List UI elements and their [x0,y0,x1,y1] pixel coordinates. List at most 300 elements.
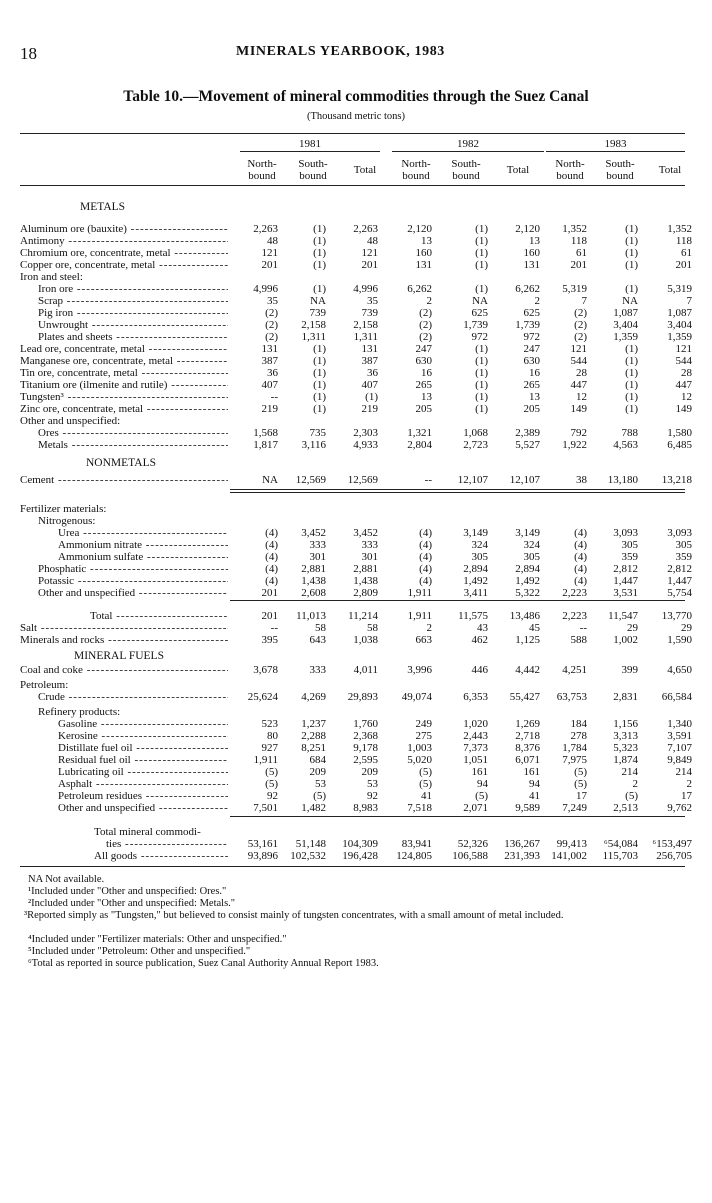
row-label: Iron ore ----- [38,283,228,295]
table-cell: (1) [313,259,326,271]
table-cell: 131 [415,259,432,271]
table-cell: 1,125 [515,634,540,646]
table-cell: 792 [570,427,587,439]
table-cell: 219 [361,403,378,415]
table-cell: NA [310,295,326,307]
table-cell: 305 [471,551,488,563]
table-cell: (2) [265,319,278,331]
row-label: Petroleum residues ----- [58,790,228,802]
table-cell: 2,608 [301,587,326,599]
table-cell: (1) [625,379,638,391]
table-cell: (5) [419,778,432,790]
table-cell: 247 [415,343,432,355]
table-cell: 6,262 [407,283,432,295]
table-cell: 38 [576,474,587,486]
table-cell: 80 [267,730,278,742]
table-cell: 2,831 [613,691,638,703]
year-1983: 1983 [604,138,627,150]
row-label: Antimony ----- [20,235,228,247]
table-cell: 2,894 [463,563,488,575]
table-cell: 1,447 [613,575,638,587]
table-cell: 184 [570,718,587,730]
table-cell: 99,413 [556,838,587,850]
table-cell: (4) [265,551,278,563]
table-cell: 3,452 [353,527,378,539]
table-cell: 231,393 [504,850,540,862]
row-label: Other and unspecified ----- [58,802,228,814]
table-cell: 94 [529,778,540,790]
row-label: Unwrought ----- [38,319,228,331]
table-cell: 625 [523,307,540,319]
table-cell: 625 [471,307,488,319]
row-label: Ammonium sulfate ----- [58,551,228,563]
table-cell: 3,149 [515,527,540,539]
row-label: All goods ----- [94,850,228,862]
row-label: Asphalt ----- [58,778,228,790]
table-cell: 36 [267,367,278,379]
table-cell: 249 [415,718,432,730]
table-cell: (1) [475,403,488,415]
table-cell: 1,020 [463,718,488,730]
table-cell: 93,896 [247,850,278,862]
cement-rule [230,489,685,490]
table-cell: 1,352 [667,223,692,235]
table-cell: 131 [523,259,540,271]
table-cell: 9,849 [667,754,692,766]
table-cell: 7,975 [562,754,587,766]
row-label: Coal and coke ----- [20,664,228,676]
table-cell: 588 [570,634,587,646]
table-cell: 1,760 [353,718,378,730]
table-cell: 2 [686,778,692,790]
table-cell: (2) [419,307,432,319]
table-cell: 1,590 [667,634,692,646]
table-cell: 1,817 [253,439,278,451]
table-cell: 61 [681,247,692,259]
table-cell: 6,071 [515,754,540,766]
table-cell: 5,319 [667,283,692,295]
table-cell: 124,805 [396,850,432,862]
table-cell: 3,996 [407,664,432,676]
table-cell: 3,404 [613,319,638,331]
table-cell: 13 [529,391,540,403]
table-cell: 2,894 [515,563,540,575]
year-underline [240,151,380,152]
table-cell: 29 [627,622,638,634]
table-cell: 4,269 [301,691,326,703]
table-cell: 12 [576,391,587,403]
fertilizer-total-rule [230,600,685,601]
table-cell: 333 [361,539,378,551]
table-cell: 136,267 [504,838,540,850]
table-cell: 399 [621,664,638,676]
table-cell: NA [472,295,488,307]
table-cell: 447 [675,379,692,391]
table-cell: 2,881 [353,563,378,575]
table-cell: 7,518 [407,802,432,814]
row-label: Titanium ore (ilmenite and rutile) ----- [20,379,228,391]
row-label: Lead ore, concentrate, metal ----- [20,343,228,355]
table-cell: 5,020 [407,754,432,766]
table-cell: 387 [361,355,378,367]
table-cell: 324 [523,539,540,551]
table-cell: -- [270,622,278,634]
table-cell: (5) [313,790,326,802]
table-cell: 1,352 [562,223,587,235]
table-cell: 3,093 [667,527,692,539]
table-cell: 3,313 [613,730,638,742]
table-cell: (1) [625,391,638,403]
row-label: Lubricating oil ----- [58,766,228,778]
table-cell: 4,251 [562,664,587,676]
table-cell: 121 [570,343,587,355]
column-header: North- bound [555,158,585,182]
table-cell: 3,093 [613,527,638,539]
table-cell: 9,589 [515,802,540,814]
table-cell: 1,739 [463,319,488,331]
table-cell: 927 [261,742,278,754]
table-cell: 131 [361,343,378,355]
row-label: Refinery products: [38,706,121,718]
column-header: Total [658,164,682,176]
table-cell: 2 [426,622,432,634]
table-cell: 5,527 [515,439,540,451]
table-cell: 3,149 [463,527,488,539]
row-label: Other and unspecified ----- [38,587,228,599]
table-cell: 2,303 [353,427,378,439]
table-cell: 972 [471,331,488,343]
table-cell: 53 [367,778,378,790]
column-header: South- bound [451,158,481,182]
row-label: Copper ore, concentrate, metal ----- [20,259,228,271]
table-cell: 1,087 [613,307,638,319]
table-cell: 196,428 [342,850,378,862]
row-label: Gasoline ----- [58,718,228,730]
table-cell: 1,911 [407,610,432,622]
table-cell: 121 [675,343,692,355]
section-heading: METALS [80,201,126,213]
table-cell: 201 [361,259,378,271]
table-cell: 4,563 [613,439,638,451]
table-cell: 1,482 [301,802,326,814]
table-cell: (1) [625,367,638,379]
table-cell: (4) [574,563,587,575]
row-label: Tungsten³ ----- [20,391,228,403]
table-cell: 49,074 [401,691,432,703]
table-cell: (2) [419,319,432,331]
table-cell: 265 [415,379,432,391]
table-cell: 118 [675,235,692,247]
table-cell: (1) [475,283,488,295]
table-cell: 12,569 [295,474,326,486]
table-cell: 523 [261,718,278,730]
table-cell: (4) [574,527,587,539]
column-header: North- bound [401,158,431,182]
table-cell: 1,321 [407,427,432,439]
year-1981: 1981 [299,138,321,150]
table-cell: ⁶54,084 [603,838,638,850]
table-cell: 7,373 [463,742,488,754]
table-cell: (5) [574,766,587,778]
row-label: Ammonium nitrate ----- [58,539,228,551]
row-label: Residual fuel oil ----- [58,754,228,766]
table-cell: 5,323 [613,742,638,754]
table-cell: 1,269 [515,718,540,730]
table-cell: 462 [471,634,488,646]
table-cell: 333 [309,539,326,551]
table-cell: 1,739 [515,319,540,331]
table-cell: (4) [419,527,432,539]
table-cell: (2) [574,307,587,319]
table-cell: 118 [570,235,587,247]
table-cell: 48 [267,235,278,247]
table-cell: 1,359 [667,331,692,343]
year-1982: 1982 [457,138,479,150]
table-cell: 1,051 [463,754,488,766]
row-label: Distillate fuel oil ----- [58,742,228,754]
table-cell: 2,513 [613,802,638,814]
row-label: Total mineral commodi- [94,826,201,838]
table-cell: 1,359 [613,331,638,343]
table-cell: 630 [523,355,540,367]
table-cell: 739 [361,307,378,319]
table-cell: (1) [475,343,488,355]
table-cell: 6,485 [667,439,692,451]
table-cell: 684 [309,754,326,766]
row-label: Plates and sheets ----- [38,331,228,343]
table-cell: 2,158 [301,319,326,331]
table-cell: 359 [621,551,638,563]
table-cell: 35 [367,295,378,307]
table-cell: 301 [309,551,326,563]
row-label: Salt ----- [20,622,228,634]
table-cell: 3,411 [463,587,488,599]
table-cell: 106,588 [452,850,488,862]
table-cell: 1,311 [301,331,326,343]
table-cell: 61 [576,247,587,259]
table-cell: 2,288 [301,730,326,742]
table-cell: 115,703 [602,850,638,862]
table-cell: 4,996 [253,283,278,295]
table-cell: 28 [576,367,587,379]
column-header: Total [353,164,377,176]
table-cell: 160 [415,247,432,259]
table-cell: -- [579,622,587,634]
table-cell: 6,353 [463,691,488,703]
table-cell: 788 [621,427,638,439]
table-cell: 5,754 [667,587,692,599]
table-cell: NA [622,295,638,307]
table-cell: 58 [367,622,378,634]
table-cell: 121 [261,247,278,259]
header-bottom-rule [20,185,685,186]
table-cell: (1) [313,355,326,367]
table-cell: 333 [309,664,326,676]
table-cell: 7,107 [667,742,692,754]
row-label: Metals ----- [38,439,228,451]
table-cell: 58 [315,622,326,634]
table-cell: (1) [313,403,326,415]
table-cell: (1) [313,235,326,247]
table-cell: 13,770 [661,610,692,622]
table-cell: (5) [265,766,278,778]
row-label: Cement ----- [20,474,228,486]
table-cell: (2) [419,331,432,343]
table-cell: 12 [681,391,692,403]
table-cell: 13,218 [661,474,692,486]
table-cell: 1,003 [407,742,432,754]
table-cell: 2 [426,295,432,307]
table-cell: 4,650 [667,664,692,676]
table-cell: 2,804 [407,439,432,451]
row-label: Fertilizer materials: [20,503,107,515]
row-label: Aluminum ore (bauxite) ----- [20,223,228,235]
table-cell: 45 [529,622,540,634]
table-cell: 2,071 [463,802,488,814]
table-cell: 6,262 [515,283,540,295]
table-cell: 8,983 [353,802,378,814]
footnote: NA Not available. [28,874,105,885]
table-cell: 55,427 [509,691,540,703]
year-underline [392,151,544,152]
row-label: Pig iron ----- [38,307,228,319]
table-cell: (5) [574,778,587,790]
table-cell: 1,038 [353,634,378,646]
table-cell: (5) [419,766,432,778]
table-cell: 2,881 [301,563,326,575]
table-cell: 2,723 [463,439,488,451]
table-cell: (1) [475,355,488,367]
table-cell: 92 [367,790,378,802]
table-cell: 201 [261,610,278,622]
table-cell: 9,178 [353,742,378,754]
table-cell: 1,874 [613,754,638,766]
table-cell: (1) [475,379,488,391]
table-cell: 2,368 [353,730,378,742]
table-cell: 16 [421,367,432,379]
table-cell: (1) [313,343,326,355]
table-cell: 53 [315,778,326,790]
table-cell: (1) [365,391,378,403]
column-header: North- bound [247,158,277,182]
table-cell: 630 [415,355,432,367]
table-cell: 1,911 [407,587,432,599]
table-cell: 2,120 [407,223,432,235]
table-cell: (1) [625,283,638,295]
table-cell: 1,492 [515,575,540,587]
table-cell: 16 [529,367,540,379]
table-cell: 205 [523,403,540,415]
table-cell: (4) [419,551,432,563]
table-cell: 7,501 [253,802,278,814]
table-cell: 25,624 [247,691,278,703]
footnote: ¹Included under "Other and unspecified: Ores." [28,886,227,897]
table-cell: 1,087 [667,307,692,319]
table-cell: (1) [313,391,326,403]
cement-rule [230,492,685,493]
table-cell: 544 [675,355,692,367]
table-cell: 2,263 [353,223,378,235]
table-cell: 1,580 [667,427,692,439]
table-cell: 324 [471,539,488,551]
page-number: 18 [20,44,37,63]
footnote: ⁵Included under "Petroleum: Other and unspecified." [28,946,251,957]
table-cell: (5) [625,790,638,802]
table-cell: (1) [475,367,488,379]
table-cell: (2) [574,331,587,343]
table-cell: 13 [421,391,432,403]
table-cell: (4) [574,539,587,551]
row-label: Urea ----- [58,527,228,539]
table-cell: 13 [421,235,432,247]
table-cell: 5,319 [562,283,587,295]
table-cell: -- [270,391,278,403]
table-cell: 446 [471,664,488,676]
table-cell: (1) [475,391,488,403]
table-cell: 201 [675,259,692,271]
row-label: Petroleum: [20,679,69,691]
table-cell: 2,718 [515,730,540,742]
table-cell: 1,447 [667,575,692,587]
table-cell: 4,933 [353,439,378,451]
table-cell: 29,893 [347,691,378,703]
row-label: Other and unspecified: [20,415,121,427]
table-cell: (1) [313,283,326,295]
table-cell: (4) [419,563,432,575]
table-cell: (4) [574,575,587,587]
table-cell: 13 [529,235,540,247]
table-cell: 1,784 [562,742,587,754]
footnote: ⁴Included under "Fertilizer materials: Other and unspecified." [28,934,287,945]
table-cell: 12,107 [457,474,488,486]
table-cell: 66,584 [661,691,692,703]
table-cell: (4) [265,539,278,551]
table-cell: 12,107 [509,474,540,486]
table-cell: 17 [681,790,692,802]
table-cell: 1,002 [613,634,638,646]
table-cell: 13,486 [509,610,540,622]
table-cell: 407 [361,379,378,391]
table-cell: 2,809 [353,587,378,599]
table-cell: (1) [625,355,638,367]
table-cell: 92 [267,790,278,802]
table-cell: 121 [361,247,378,259]
table-cell: 4,442 [515,664,540,676]
table-cell: 2,595 [353,754,378,766]
running-title: MINERALS YEARBOOK, 1983 [236,44,445,59]
table-cell: (1) [625,403,638,415]
column-header: Total [506,164,530,176]
table-cell: 11,575 [458,610,488,622]
table-cell: 739 [309,307,326,319]
table-cell: (4) [265,575,278,587]
footnote: ²Included under "Other and unspecified: Metals." [28,898,236,909]
row-label: ties ----- [106,838,228,850]
top-rule [20,133,685,134]
table-cell: (1) [313,367,326,379]
table-cell: 214 [621,766,638,778]
table-cell: (1) [475,259,488,271]
table-cell: 256,705 [656,850,692,862]
table-cell: 1,438 [301,575,326,587]
table-cell: 53,161 [247,838,278,850]
row-label: Scrap ----- [38,295,228,307]
table-cell: 447 [570,379,587,391]
table-cell: 387 [261,355,278,367]
table-cell: 407 [261,379,278,391]
table-cell: (5) [265,778,278,790]
row-label: Zinc ore, concentrate, metal ----- [20,403,228,415]
